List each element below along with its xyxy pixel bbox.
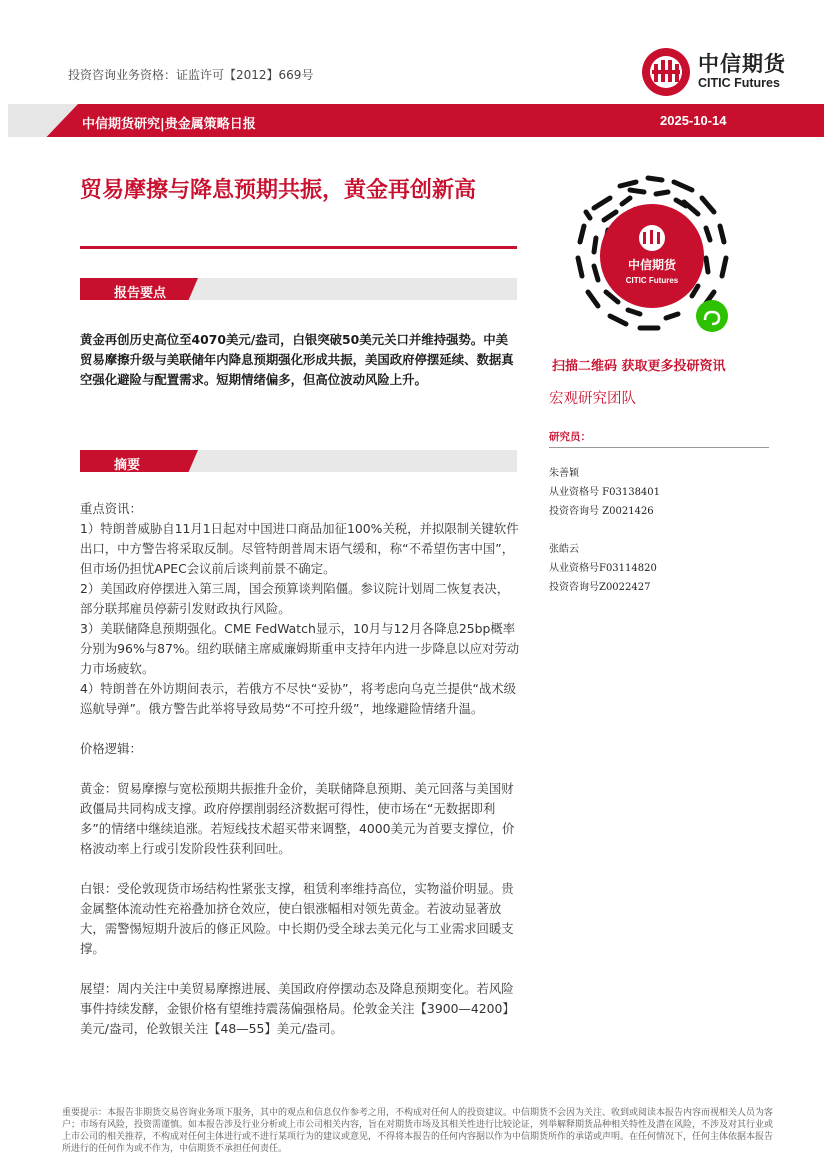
qr-code-icon: [564, 168, 740, 344]
news-item-2: 2）美国政府停摆进入第三周，国会预算谈判陷僵。参议院计划周二恢复表决，部分联邦雇员停薪引发财政执行风险。: [80, 581, 510, 616]
summary-heading: 摘要: [114, 458, 141, 473]
outlook-text: 展望：周内关注中美贸易摩擦进展、美国政府停摆动态及降息预期变化。若风险事件持续发酵，金银价格有望维持震荡偏强格局。伦敦金关注【3900—4200】美元/盎司，伦敦银关注【48—55】美元/盎司。: [80, 981, 515, 1036]
disclaimer: 重要提示：本报告非期货交易咨询业务项下服务，其中的观点和信息仅作参考之用，不构成对任何人的投资建议。中信期货不会因为关注、收到或阅读本报告内容而视相关人员为客户；市场有风险，投资需谨慎。如本报告涉及行业分析或上市公司相关内容，旨在对期货市场及其相关性进行比较论证，列举解释期货品种相关特性及潜在风险，不涉及对其行业或上市公司的相关推荐，不构成对任何主体进行或不进行某项行为的建议或意见，不得将本报告的任何内容据以作为中信期货所作的承诺或声明。在任何情况下，任何主体依据本报告所进行的任何作为或不作为，中信期货不承担任何责任。: [62, 1108, 774, 1154]
sidebar-divider: [549, 447, 769, 448]
report-series: 中信期货研究|贵金属策略日报: [82, 117, 256, 132]
citic-logo: [640, 46, 810, 96]
researcher-1: [549, 464, 660, 521]
key-points-heading: 报告要点: [114, 286, 167, 301]
researcher-name: 张皓云: [549, 544, 579, 555]
key-points-text: 黄金再创历史高位至4070美元/盎司，白银突破50美元关口并维持强势。中美贸易摩擦升级与美联储年内降息预期强化形成共振，美国政府停摆延续、数据真空强化避险与配置需求。短期情绪偏多，但高位波动风险上升。: [80, 332, 514, 387]
report-title: 贸易摩擦与降息预期共振，黄金再创新高: [80, 178, 477, 203]
news-item-3: 3）美联储降息预期强化。CME FedWatch显示，10月与12月各降息25bp概率分别为96%与87%。纽约联储主席威廉姆斯重申支持年内进一步降息以应对劳动力市场疲软。: [80, 621, 520, 676]
qr-center-en: CITIC Futures: [625, 276, 679, 285]
researcher-name: 朱善颖: [549, 468, 579, 479]
logo-en-text: CITIC Futures: [698, 76, 780, 90]
team-name: 宏观研究团队: [549, 391, 636, 407]
researcher-consult: 投资咨询号 Z0021426: [549, 506, 654, 517]
report-date: 2025-10-14: [660, 113, 727, 128]
title-divider: [80, 246, 517, 249]
logic-heading: 价格逻辑：: [80, 741, 142, 756]
researchers-label: 研究员：: [549, 431, 591, 443]
logo-cn-text: 中信期货: [698, 52, 786, 76]
researcher-consult: 投资咨询号Z0022427: [549, 582, 651, 593]
silver-logic: 白银：受伦敦现货市场结构性紧张支撑，租赁利率维持高位，实物溢价明显。贵金属整体流动性充裕叠加挤仓效应，使白银涨幅相对领先黄金。若波动显著放大，需警惕短期升波后的修正风险。中长期仍受全球去美元化与工业需求回暖支撑。: [80, 881, 514, 956]
researcher-cert: 从业资格号F03114820: [549, 563, 657, 574]
license-text: 投资咨询业务资格：证监许可【2012】669号: [68, 68, 314, 82]
gold-logic: 黄金：贸易摩擦与宽松预期共振推升金价，美联储降息预期、美元回落与美国财政僵局共同构成支撑。政府停摆削弱经济数据可得性，使市场在“无数据即利多”的情绪中继续追涨。若短线技术超买带来调整，4000美元为首要支撑位，价格波动率上行或引发阶段性获利回吐。: [80, 781, 515, 856]
mini-program-icon: [696, 300, 728, 332]
news-item-4: 4）特朗普在外访期间表示，若俄方不尽快“妥协”，将考虑向乌克兰提供“战术级巡航导弹”。俄方警告此举将导致局势“不可控升级”，地缘避险情绪升温。: [80, 681, 517, 716]
news-heading: 重点资讯：: [80, 501, 142, 516]
researcher-2: [549, 540, 657, 597]
qr-code: [564, 168, 740, 344]
summary-body: [80, 499, 520, 1039]
news-item-1: 1）特朗普威胁自11月1日起对中国进口商品加征100%关税，并拟限制关键软件出口，中方警告将采取反制。尽管特朗普周末语气缓和，称“不希望伤害中国”，但市场仍担忧APEC会议前后谈判前景不确定。: [80, 521, 519, 576]
researcher-cert: 从业资格号 F03138401: [549, 487, 661, 498]
citic-emblem-icon: [640, 46, 692, 98]
qr-caption: 扫描二维码 获取更多投研资讯: [552, 359, 726, 374]
qr-center-cn: 中信期货: [627, 258, 677, 272]
